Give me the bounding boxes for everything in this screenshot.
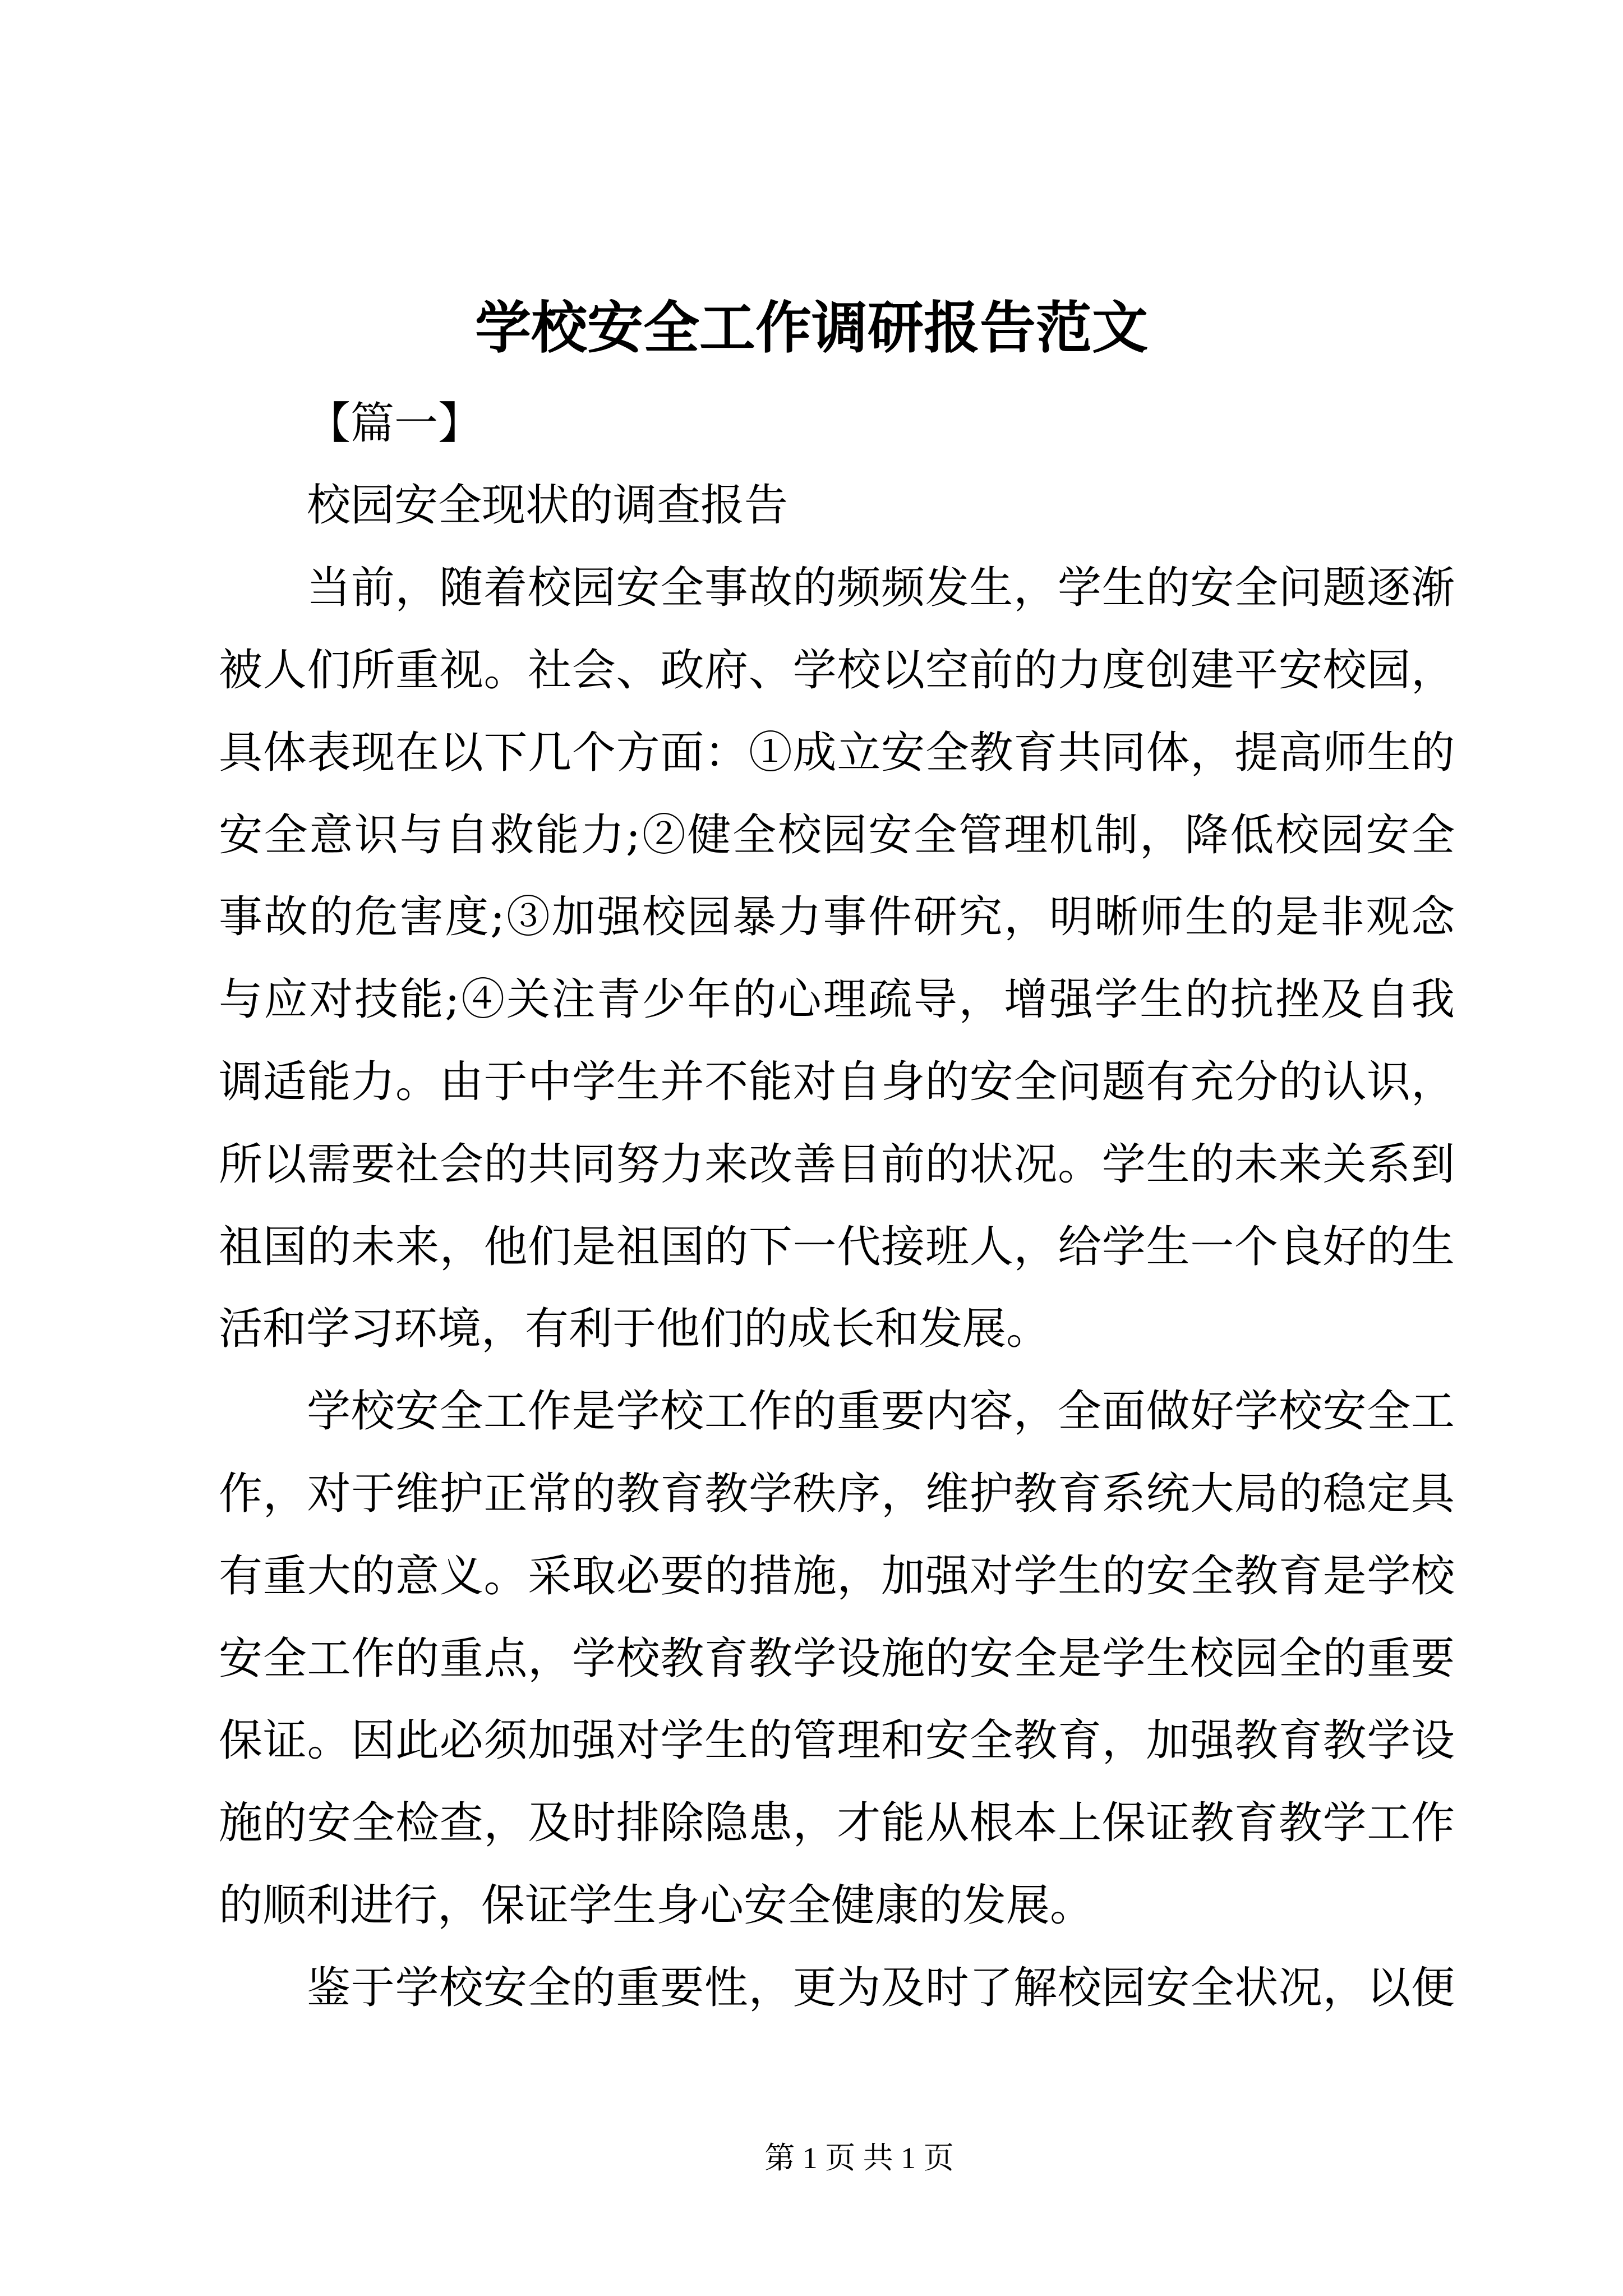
paragraph-line: 安全工作的重点，学校教育教学设施的安全是学生校园全的重要 [219,1633,1455,1684]
paragraph-line: 保证。因此必须加强对学生的管理和安全教育，加强教育教学设 [219,1715,1455,1766]
paragraph-line: 祖国的未来，他们是祖国的下一代接班人，给学生一个良好的生 [219,1221,1455,1272]
paragraph-line: 施的安全检查，及时排除隐患，才能从根本上保证教育教学工作 [219,1798,1455,1849]
section-label: 【篇一】 [307,398,482,449]
page-number-footer: 第 1 页 共 1 页 [764,2141,954,2175]
paragraph-line: 当前，随着校园安全事故的频频发生，学生的安全问题逐渐 [307,563,1455,614]
paragraph-line: 被人们所重视。社会、政府、学校以空前的力度创建平安校园， [219,645,1455,696]
paragraph-line: 活和学习环境，有利于他们的成长和发展。 [219,1304,1050,1355]
paragraph-line: 事故的危害度;③加强校园暴力事件研究，明晰师生的是非观念 [219,892,1455,943]
document-title: 学校安全工作调研报告范文 [475,295,1148,361]
document-body [219,383,1455,2030]
paragraph-line: 学校安全工作是学校工作的重要内容，全面做好学校安全工 [307,1386,1455,1437]
paragraph-line: 安全意识与自救能力;②健全校园安全管理机制，降低校园安全 [219,809,1455,861]
paragraph [219,547,1455,1370]
paragraph-line: 所以需要社会的共同努力来改善目前的状况。学生的未来关系到 [219,1139,1455,1190]
document-subtitle: 校园安全现状的调查报告 [307,480,789,531]
paragraph-line: 作，对于维护正常的教育教学秩序，维护教育系统大局的稳定具 [219,1468,1455,1519]
paragraph-line: 具体表现在以下几个方面：①成立安全教育共同体，提高师生的 [219,727,1455,778]
paragraph-line: 与应对技能;④关注青少年的心理疏导，增强学生的抗挫及自我 [219,974,1455,1025]
paragraph-line: 调适能力。由于中学生并不能对自身的安全问题有充分的认识， [219,1056,1455,1107]
paragraph [219,1370,1455,1947]
paragraph-line: 有重大的意义。采取必要的措施，加强对学生的安全教育是学校 [219,1550,1455,1602]
paragraph [219,1947,1455,2030]
paragraph-line: 的顺利进行，保证学生身心安全健康的发展。 [219,1880,1094,1931]
paragraph-line: 鉴于学校安全的重要性，更为及时了解校园安全状况，以便 [307,1962,1455,2013]
